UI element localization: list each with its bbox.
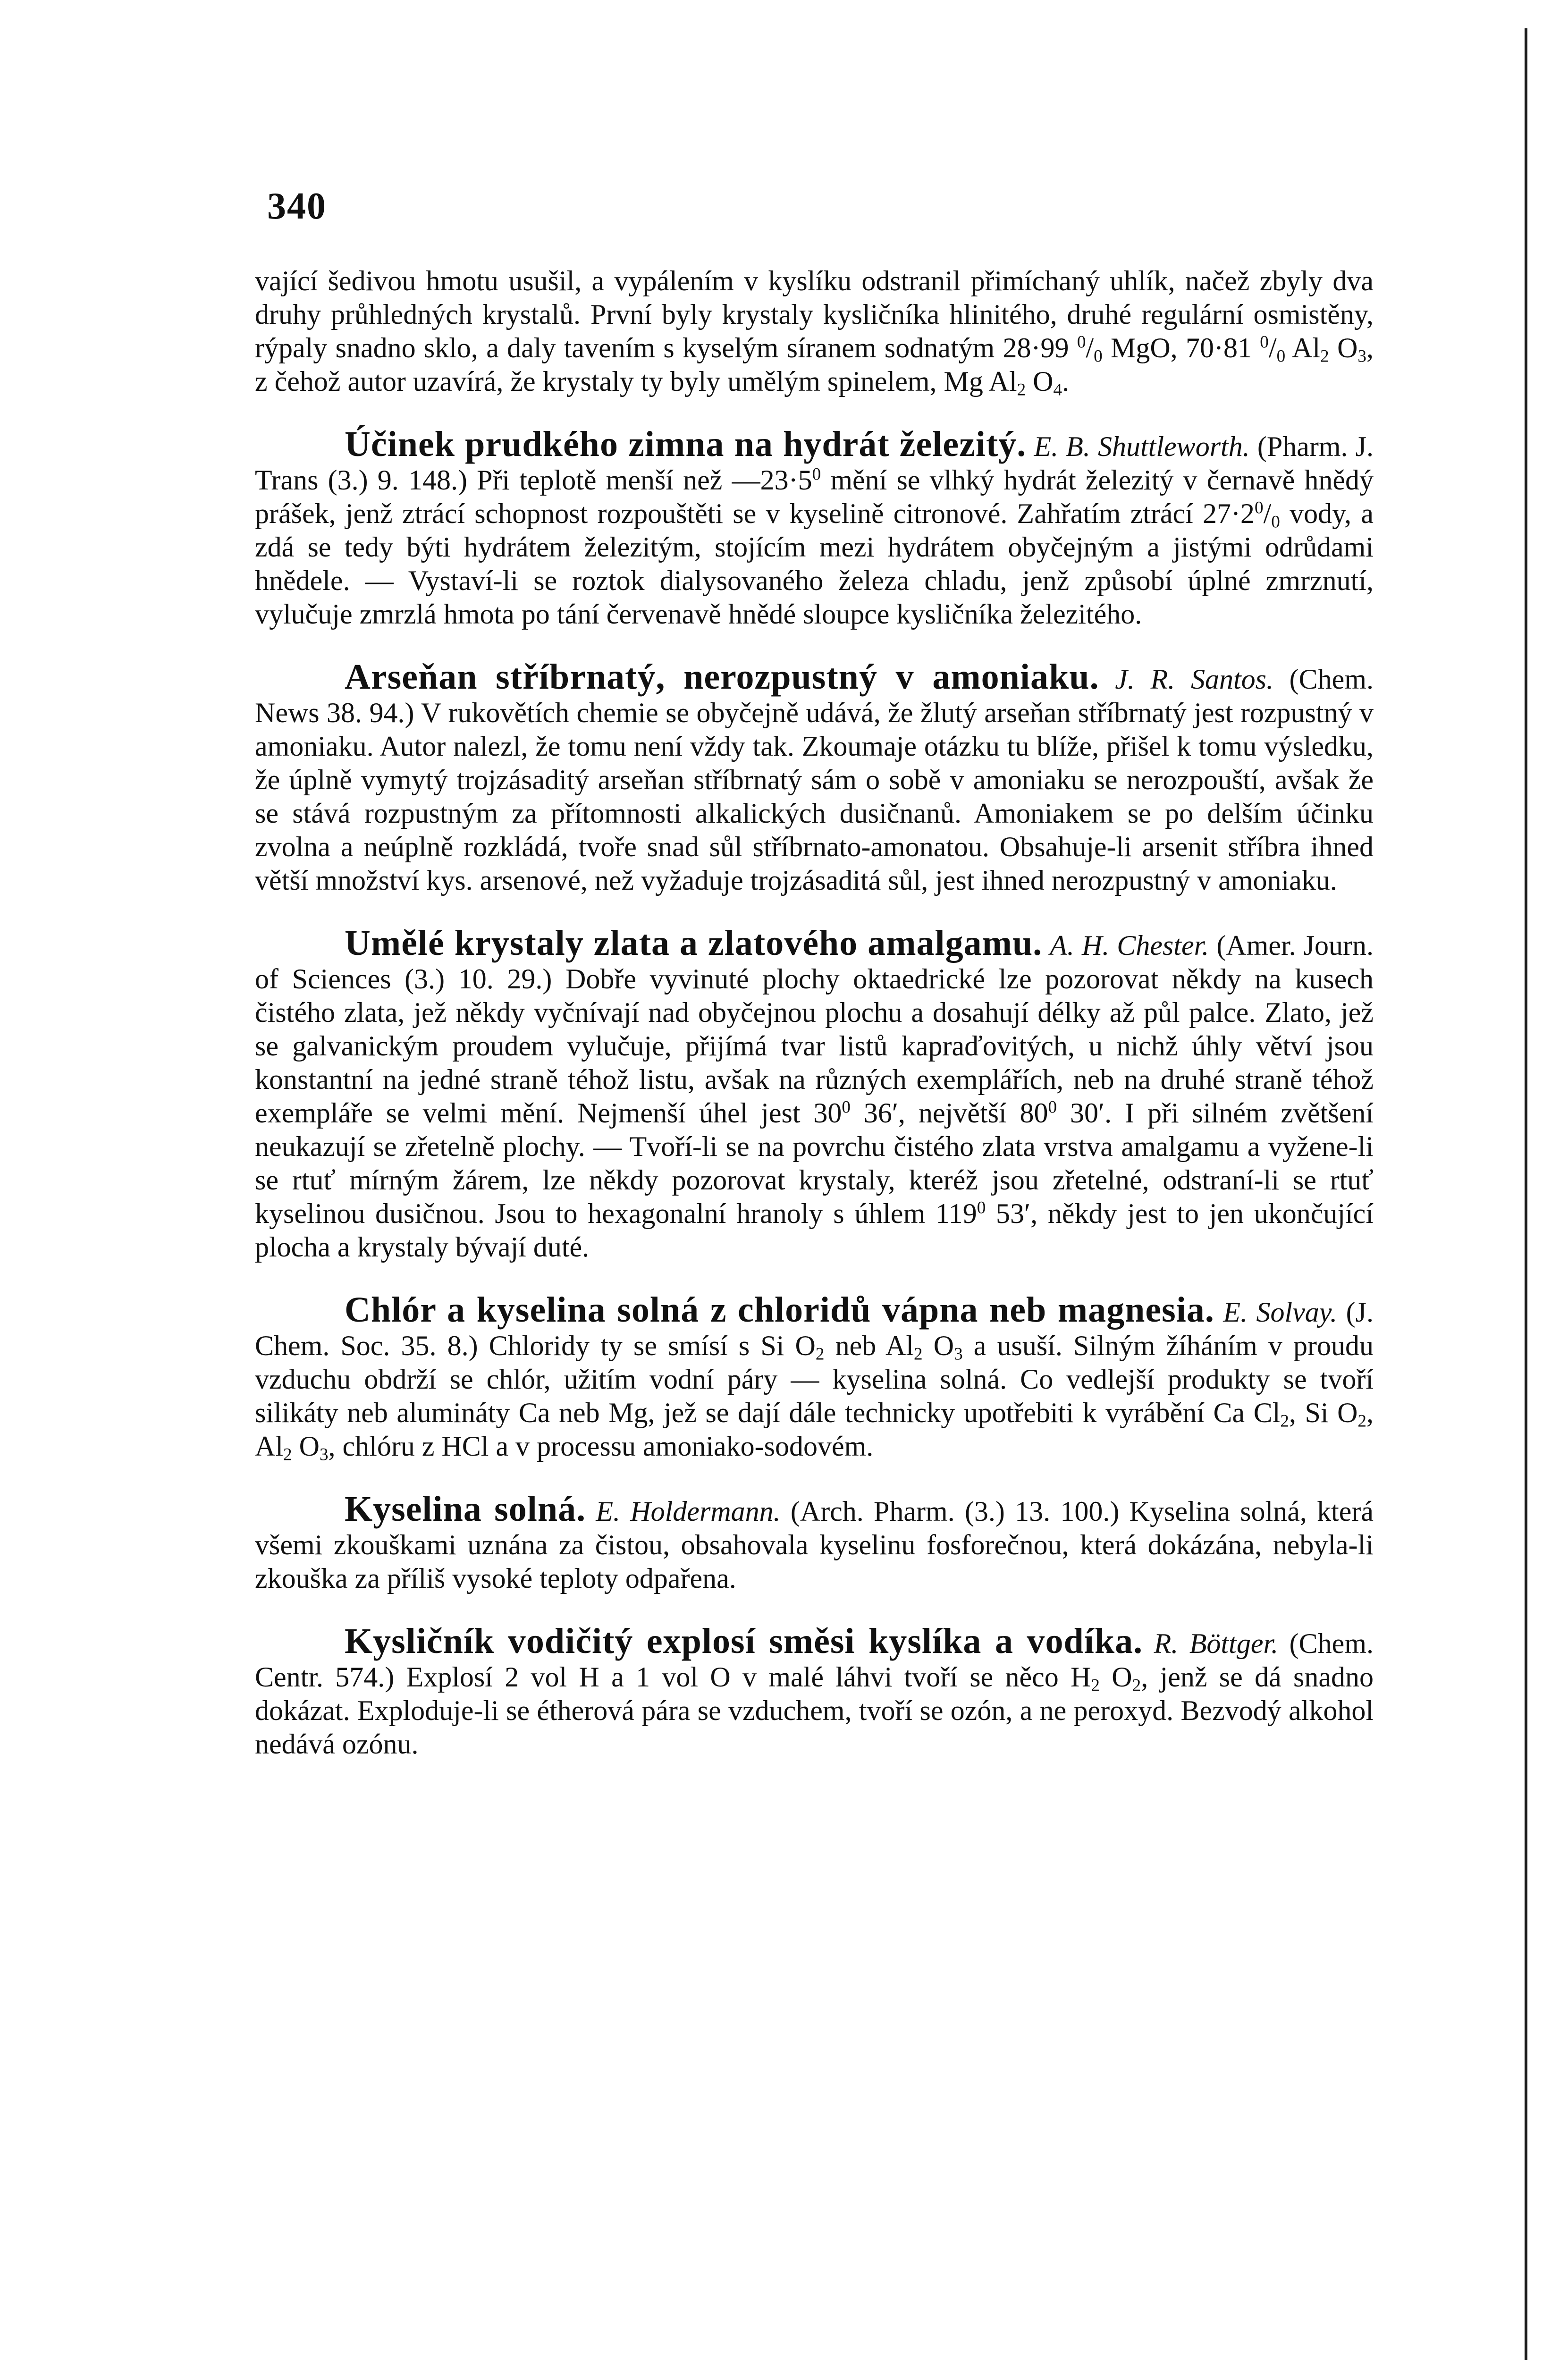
section-4-author: E. Solvay.	[1223, 1297, 1338, 1328]
section-2: Arseňan stříbrnatý, nerozpustný v amoniaku. J. R. Santos. (Chem. News 38. 94.) V rukovětích chemie se obyčejně udává, že žlutý arseňan stříbrnatý jest rozpustný v amoniaku. Autor nalezl, že tomu není vždy tak. Zkoumaje otázku tu blíže, přišel k tomu výsledku, že úplně vymytý trojzásaditý arseňan stříbrnatý sám o sobě v amoniaku se nerozpouští, avšak že se stává rozpustným za přítomnosti alkalických dusičnanů. Amoniakem se po delším účinku zvolna a neúplně rozkládá, tvoře snad sůl stříbrnato-amonatou. Obsahuje-li arsenit stříbra ihned větší množství kys. arsenové, než vyžaduje trojzásaditá sůl, jest ihned nerozpustný v amoniaku.	[255, 657, 1374, 896]
section-3: Umělé krystaly zlata a zlatového amalgamu. A. H. Chester. (Amer. Journ. of Sciences (3.) 10. 29.) Dobře vyvinuté plochy oktaedrické lze pozorovat někdy na kusech čistého zlata, jež někdy vyčnívají nad obyčejnou plochu a dosahují délky až půl palce. Zlato, jež se galvanickým proudem vylučuje, přijímá tvar listů kapraďovitých, u nichž úhly větví jsou konstantní na jedné straně téhož listu, avšak na různých exemplářích, neb na druhé straně téhož exempláře se velmi mění. Nejmenší úhel jest $30^0$ 36′, největší $80^0$ 30′. I při silném zvětšení neukazují se zřetelně plochy. — Tvoří-li se na povrchu čistého zlata vrstva amalgamu a vyžene-li se rtuť mírným žárem, lze někdy pozorovat krystaly, kteréž jsou zřetelné, odstraní-li se rtuť kyselinou dusičnou. Jsou to hexagonalní hranoly s úhlem $119^0$ 53′, někdy jest to jen ukončující plocha a krystaly bývají duté.	[255, 923, 1374, 1263]
section-4-heading: Chlór a kyselina solná z chloridů vápna neb magnesia.	[345, 1290, 1214, 1330]
section-2-author: J. R. Santos.	[1115, 664, 1273, 695]
section-4: Chlór a kyselina solná z chloridů vápna neb magnesia. E. Solvay. (J. Chem. Soc. 35. 8.) Chloridy ty se smísí s Si $O_2$ neb $Al_2$ $O_3$ a usuší. Silným žíháním v proudu vzduchu obdrží se chlór, užitím vodní páry — kyselina solná. Co vedlejší produkty se tvoří silikáty neb alumináty Ca neb Mg, jež se dají dále technicky upotřebiti k vyrábění Ca $Cl_2$, Si $O_2$, $Al_2$ $O_3$, chlóru z HCl a v processu amoniako-sodovém.	[255, 1290, 1374, 1465]
section-6-heading: Kysličník vodičitý explosí směsi kyslíka a vodíka.	[345, 1621, 1143, 1661]
section-6-author: R. Böttger.	[1154, 1628, 1279, 1659]
section-5: Kyselina solná. E. Holdermann. (Arch. Pharm. (3.) 13. 100.) Kyselina solná, která všemi zkouškami uznána za čistou, obsahovala kyselinu fosforečnou, která dokázána, nebyla-li zkouška za příliš vysoké teploty odpařena.	[255, 1489, 1374, 1594]
section-1: Účinek prudkého zimna na hydrát železitý. E. B. Shuttleworth. (Pharm. J. Trans (3.) 9. 148.) Při teplotě menší než $—23\cdot 5^0$ mění se vlhký hydrát železitý v černavě hnědý prášek, jenž ztrácí schopnost rozpouštěti se v kyselině citronové. Zahřatím ztrácí $27\cdot 2^0/_0$ vody, a zdá se tedy býti hydrátem železitým, stojícím mezi hydrátem obyčejným a jistými odrůdami hnědele. — Vystaví-li se roztok dialysovaného železa chladu, jenž způsobí úplné zmrznutí, vylučuje zmrzlá hmota po tání červenavě hnědé sloupce kysličníka železitého.	[255, 424, 1374, 630]
section-5-author: E. Holdermann.	[596, 1496, 781, 1527]
section-3-heading: Umělé krystaly zlata a zlatového amalgamu.	[345, 923, 1043, 963]
section-1-author: E. B. Shuttleworth.	[1034, 431, 1250, 462]
section-6: Kysličník vodičitý explosí směsi kyslíka a vodíka. R. Böttger. (Chem. Centr. 574.) Explosí 2 vol H a 1 vol O v malé láhvi tvoří se něco $H_2$ $O_2$, jenž se dá snadno dokázat. Exploduje-li se étherová pára se vzduchem, tvoří se ozón, a ne peroxyd. Bezvodý alkohol nedává ozónu.	[255, 1621, 1374, 1760]
section-3-author: A. H. Chester.	[1050, 930, 1209, 961]
page-edge-line	[1525, 0, 1527, 2360]
section-5-heading: Kyselina solná.	[345, 1489, 586, 1529]
section-1-heading: Účinek prudkého zimna na hydrát železitý.	[345, 424, 1027, 464]
page-number: 340	[267, 185, 327, 227]
page-edge-gap	[1510, 0, 1568, 28]
section-2-heading: Arseňan stříbrnatý, nerozpustný v amoniaku.	[345, 657, 1099, 697]
intro-paragraph: vající šedivou hmotu usušil, a vypálením v kyslíku odstranil přimíchaný uhlík, načež zbyly dva druhy průhledných krystalů. První byly krystaly kysličníka hlinitého, druhé regulární osmistěny, rýpaly snadno sklo, a daly tavením s kyselým síranem sodnatým 28·99 $^0/_0$ MgO, 70·81 $^0/_0$ $Al_2$ $O_3$, z čehož autor uzavírá, že krystaly ty byly umělým spinelem, Mg $Al_2$ $O_4$.	[255, 265, 1374, 400]
text-column	[255, 264, 1374, 1761]
